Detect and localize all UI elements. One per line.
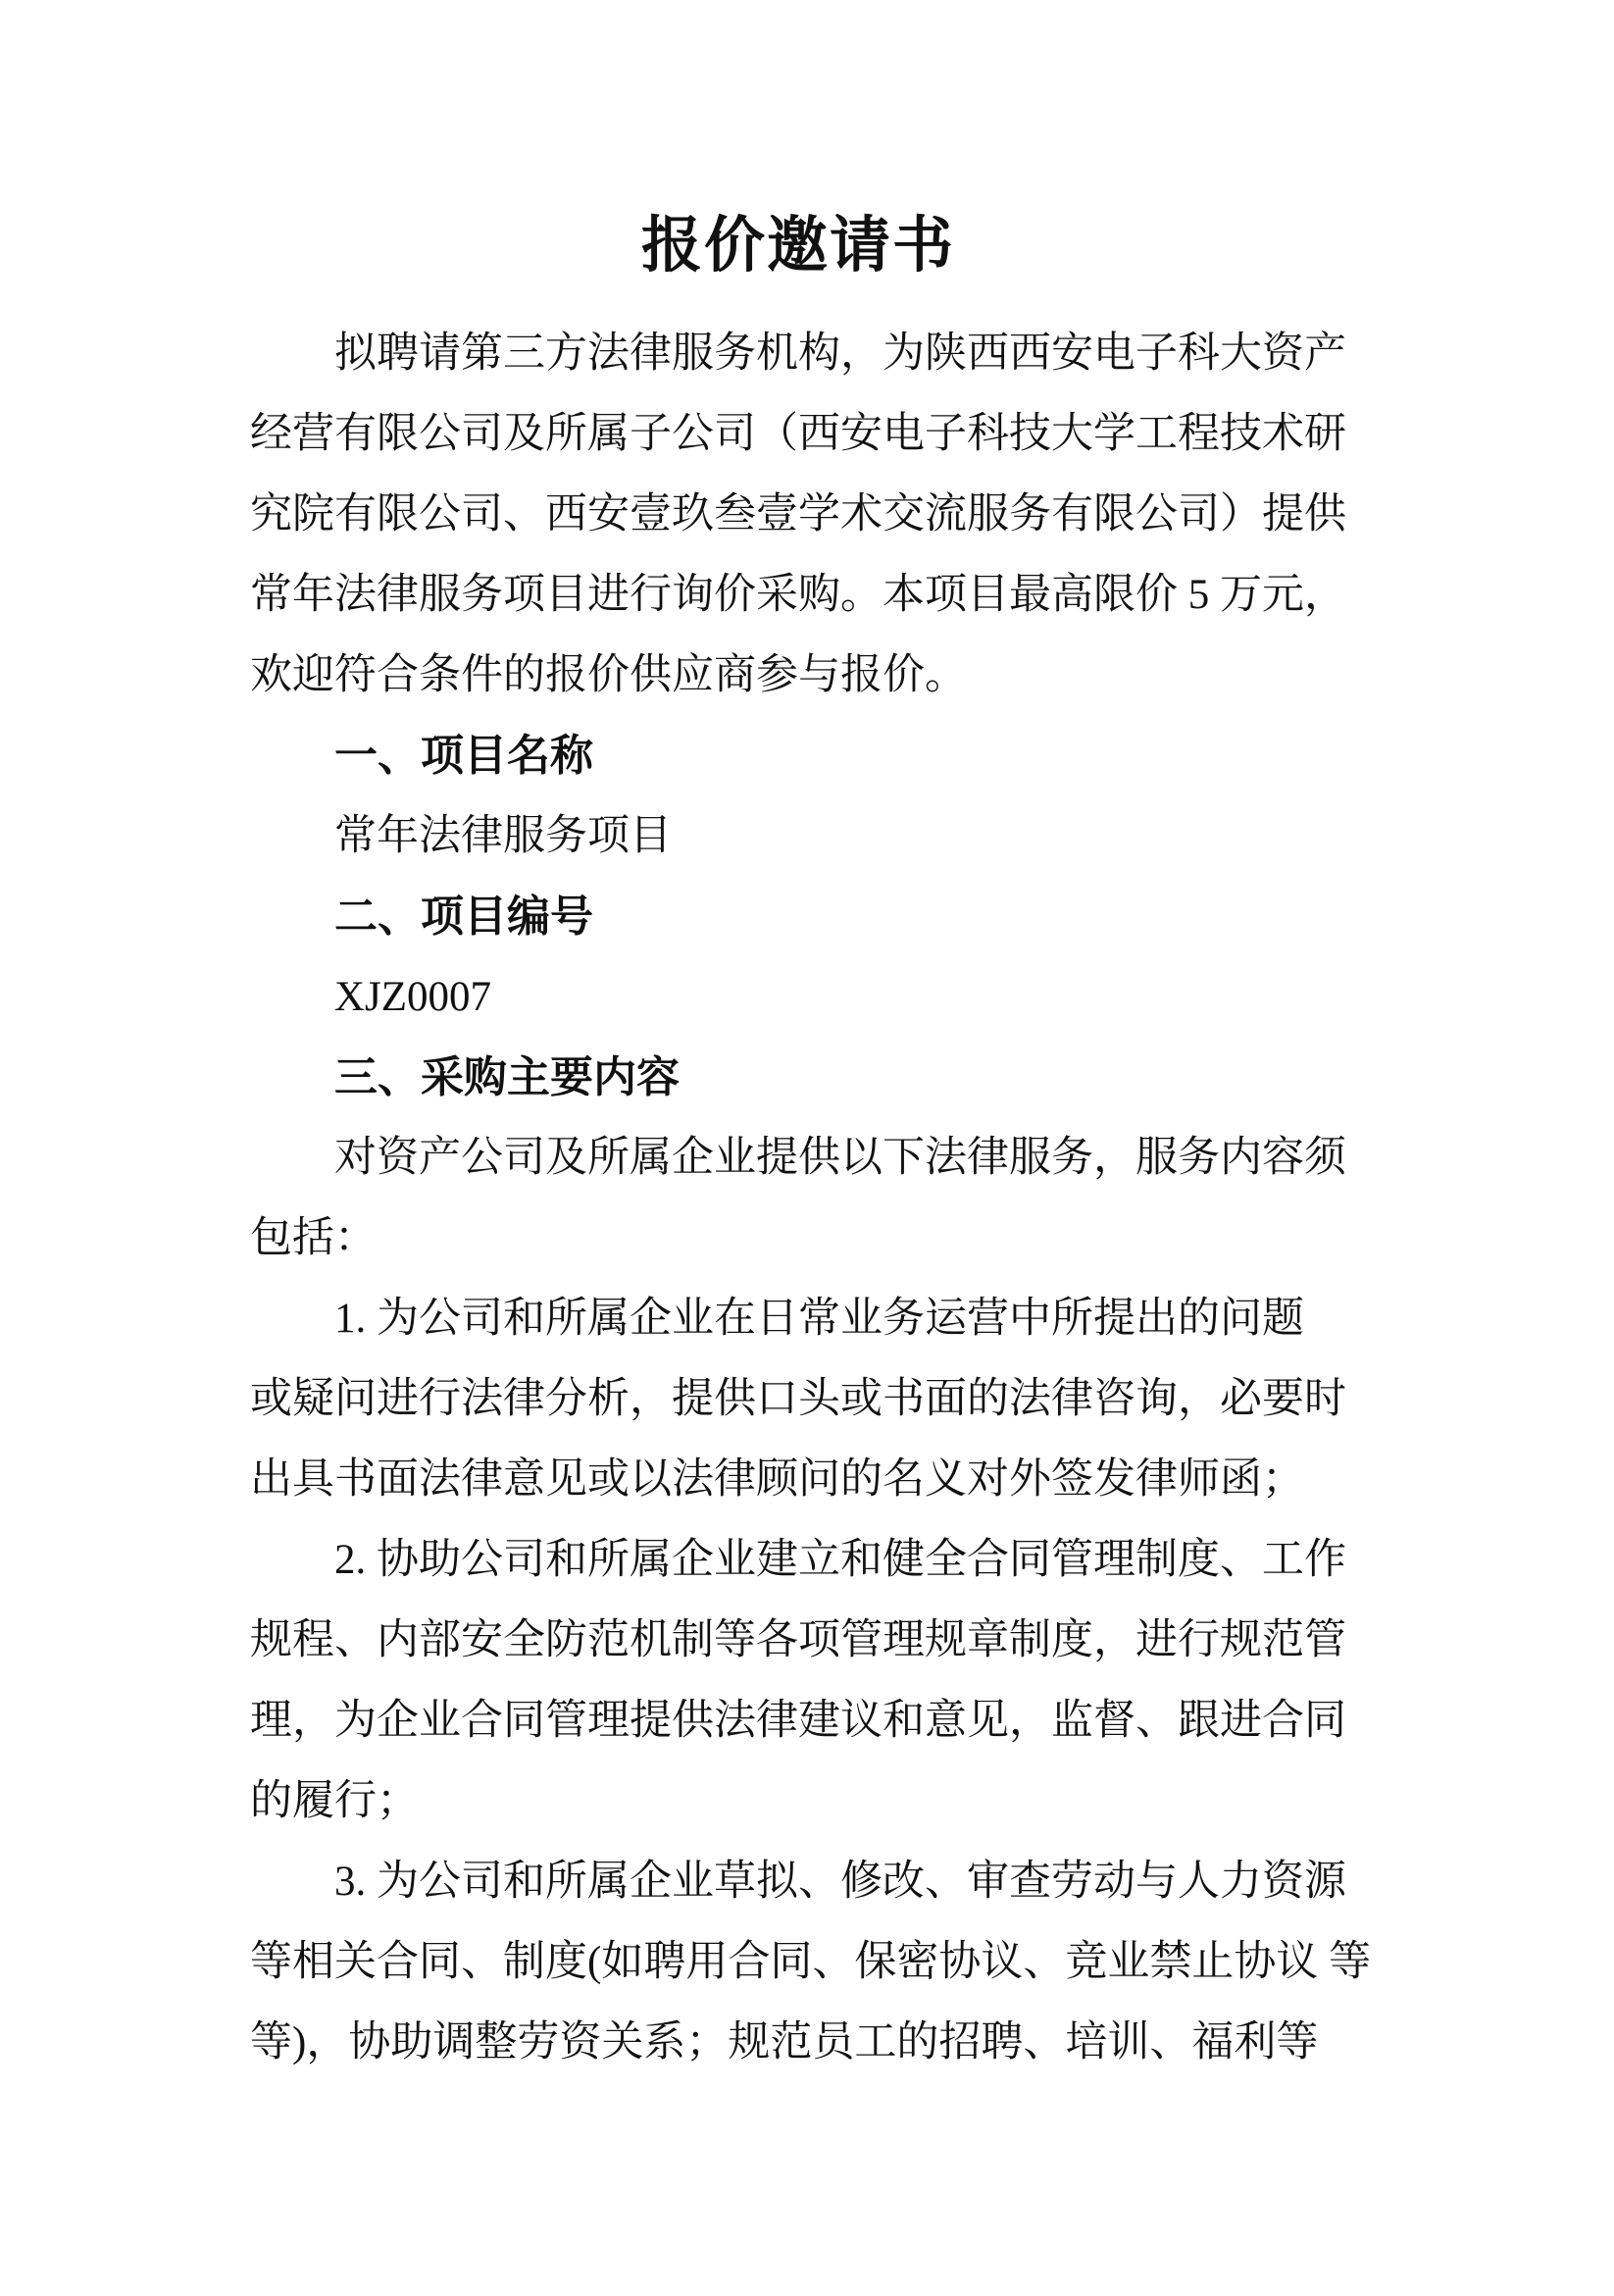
- text-line: 规程、内部安全防范机制等各项管理规章制度，进行规范管: [250, 1617, 1346, 1663]
- text-line: 对资产公司及所属企业提供以下法律服务，服务内容须: [334, 1135, 1346, 1181]
- text-line: 的履行；: [250, 1778, 419, 1824]
- text-line: 或疑问进行法律分析，提供口头或书面的法律咨询，必要时: [250, 1376, 1346, 1422]
- section-heading: 二、项目编号: [334, 893, 593, 941]
- text-line: 欢迎符合条件的报价供应商参与报价。: [250, 652, 967, 698]
- text-line: 理，为企业合同管理提供法律建议和意见，监督、跟进合同: [250, 1698, 1346, 1744]
- text-line: 1. 为公司和所属企业在日常业务运营中所提出的问题: [334, 1296, 1304, 1342]
- text-line: 常年法律服务项目: [334, 813, 672, 859]
- text-line: 等相关合同、制度(如聘用合同、保密协议、竞业禁止协议 等: [250, 1939, 1372, 1985]
- document-title: 报价邀请书: [640, 213, 955, 280]
- text-line: 拟聘请第三方法律服务机构，为陕西西安电子科大资产: [334, 331, 1346, 377]
- text-line: 究院有限公司、西安壹玖叁壹学术交流服务有限公司）提供: [250, 491, 1346, 537]
- section-heading: 三、采购主要内容: [334, 1053, 680, 1101]
- text-line: 常年法律服务项目进行询价采购。本项目最高限价 5 万元，: [250, 572, 1346, 618]
- text-line: XJZ0007: [334, 974, 492, 1020]
- section-heading: 一、项目名称: [334, 732, 593, 780]
- text-line: 出具书面法律意见或以法律顾问的名义对外签发律师函；: [250, 1456, 1304, 1503]
- text-line: 3. 为公司和所属企业草拟、修改、审查劳动与人力资源: [334, 1859, 1346, 1905]
- text-line: 包括：: [250, 1215, 377, 1261]
- document-body: [250, 314, 1372, 2083]
- text-line: 经营有限公司及所属子公司（西安电子科技大学工程技术研: [250, 411, 1346, 457]
- text-line: 等)，协助调整劳资关系；规范员工的招聘、培训、福利等: [250, 2019, 1319, 2066]
- text-line: 2. 协助公司和所属企业建立和健全合同管理制度、工作: [334, 1537, 1346, 1583]
